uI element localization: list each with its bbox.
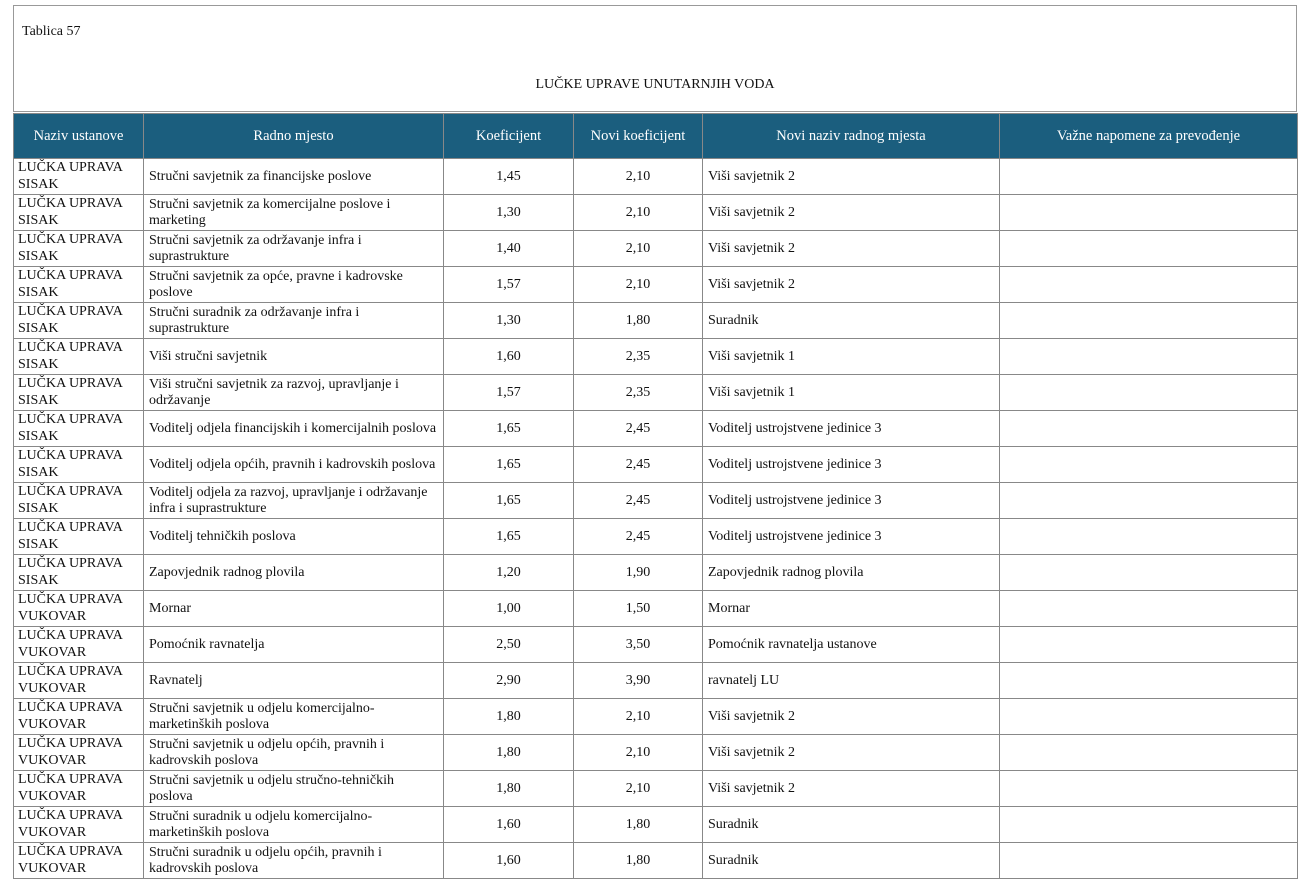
coefficient-cell: 1,57 <box>444 267 574 303</box>
position-cell: Zapovjednik radnog plovila <box>144 555 444 591</box>
new-position-name-cell: Viši savjetnik 2 <box>703 771 1000 807</box>
header-radno-mjesto: Radno mjesto <box>144 114 444 159</box>
table-title-box <box>13 58 1297 112</box>
new-position-name-cell: Viši savjetnik 2 <box>703 699 1000 735</box>
coefficient-cell: 1,20 <box>444 555 574 591</box>
institution-cell: LUČKA UPRAVA VUKOVAR <box>14 627 144 663</box>
table-row <box>14 627 1298 663</box>
notes-cell <box>1000 483 1298 519</box>
position-cell: Stručni savjetnik za komercijalne poslove i marketing <box>144 195 444 231</box>
coefficient-cell: 1,00 <box>444 591 574 627</box>
institution-cell: LUČKA UPRAVA SISAK <box>14 555 144 591</box>
table-row <box>14 699 1298 735</box>
coefficient-cell: 1,45 <box>444 159 574 195</box>
position-cell: Stručni savjetnik u odjelu stručno-tehničkih poslova <box>144 771 444 807</box>
position-cell: Stručni savjetnik za financijske poslove <box>144 159 444 195</box>
position-cell: Voditelj odjela za razvoj, upravljanje i održavanje infra i suprastrukture <box>144 483 444 519</box>
position-cell: Pomoćnik ravnatelja <box>144 627 444 663</box>
coefficient-cell: 1,80 <box>444 699 574 735</box>
notes-cell <box>1000 447 1298 483</box>
notes-cell <box>1000 411 1298 447</box>
new-position-name-cell: Suradnik <box>703 807 1000 843</box>
notes-cell <box>1000 627 1298 663</box>
coefficient-cell: 1,40 <box>444 231 574 267</box>
position-cell: Voditelj tehničkih poslova <box>144 519 444 555</box>
notes-cell <box>1000 735 1298 771</box>
position-cell: Ravnatelj <box>144 663 444 699</box>
new-coefficient-cell: 1,80 <box>574 303 703 339</box>
position-cell: Stručni suradnik u odjelu komercijalno-marketinških poslova <box>144 807 444 843</box>
institution-cell: LUČKA UPRAVA SISAK <box>14 267 144 303</box>
new-position-name-cell: Voditelj ustrojstvene jedinice 3 <box>703 411 1000 447</box>
new-coefficient-cell: 2,45 <box>574 411 703 447</box>
new-coefficient-cell: 2,35 <box>574 375 703 411</box>
table-row <box>14 411 1298 447</box>
position-cell: Voditelj odjela financijskih i komercijalnih poslova <box>144 411 444 447</box>
coefficient-cell: 1,80 <box>444 771 574 807</box>
institution-cell: LUČKA UPRAVA SISAK <box>14 339 144 375</box>
position-cell: Mornar <box>144 591 444 627</box>
new-position-name-cell: Pomoćnik ravnatelja ustanove <box>703 627 1000 663</box>
new-coefficient-cell: 2,10 <box>574 159 703 195</box>
institution-cell: LUČKA UPRAVA SISAK <box>14 519 144 555</box>
new-coefficient-cell: 1,80 <box>574 807 703 843</box>
institution-cell: LUČKA UPRAVA SISAK <box>14 231 144 267</box>
new-coefficient-cell: 2,35 <box>574 339 703 375</box>
new-position-name-cell: Viši savjetnik 2 <box>703 735 1000 771</box>
new-position-name-cell: Viši savjetnik 2 <box>703 267 1000 303</box>
new-position-name-cell: Suradnik <box>703 843 1000 879</box>
position-cell: Stručni savjetnik u odjelu općih, pravnih i kadrovskih poslova <box>144 735 444 771</box>
new-position-name-cell: Zapovjednik radnog plovila <box>703 555 1000 591</box>
new-coefficient-cell: 2,10 <box>574 735 703 771</box>
coefficient-cell: 1,65 <box>444 411 574 447</box>
header-koeficijent: Koeficijent <box>444 114 574 159</box>
institution-cell: LUČKA UPRAVA VUKOVAR <box>14 771 144 807</box>
table-row <box>14 771 1298 807</box>
notes-cell <box>1000 519 1298 555</box>
new-position-name-cell: Viši savjetnik 2 <box>703 195 1000 231</box>
table-row <box>14 447 1298 483</box>
header-naziv-ustanove: Naziv ustanove <box>14 114 144 159</box>
notes-cell <box>1000 591 1298 627</box>
notes-cell <box>1000 771 1298 807</box>
coefficient-cell: 1,57 <box>444 375 574 411</box>
table-row <box>14 483 1298 519</box>
table-label-box <box>13 5 1297 59</box>
notes-cell <box>1000 843 1298 879</box>
new-position-name-cell: Viši savjetnik 1 <box>703 375 1000 411</box>
new-position-name-cell: Viši savjetnik 1 <box>703 339 1000 375</box>
institution-cell: LUČKA UPRAVA SISAK <box>14 375 144 411</box>
positions-table <box>13 113 1298 879</box>
table-row <box>14 555 1298 591</box>
new-coefficient-cell: 2,45 <box>574 519 703 555</box>
position-cell: Stručni savjetnik za održavanje infra i suprastrukture <box>144 231 444 267</box>
coefficient-cell: 1,30 <box>444 303 574 339</box>
coefficient-cell: 1,65 <box>444 483 574 519</box>
table-row <box>14 339 1298 375</box>
institution-cell: LUČKA UPRAVA VUKOVAR <box>14 663 144 699</box>
table-header-row <box>14 114 1298 159</box>
new-coefficient-cell: 2,10 <box>574 195 703 231</box>
institution-cell: LUČKA UPRAVA VUKOVAR <box>14 591 144 627</box>
notes-cell <box>1000 195 1298 231</box>
coefficient-cell: 1,80 <box>444 735 574 771</box>
new-position-name-cell: Viši savjetnik 2 <box>703 231 1000 267</box>
header-novi-koeficijent: Novi koeficijent <box>574 114 703 159</box>
table-title: LUČKE UPRAVE UNUTARNJIH VODA <box>535 77 775 92</box>
new-coefficient-cell: 2,10 <box>574 771 703 807</box>
position-cell: Voditelj odjela općih, pravnih i kadrovskih poslova <box>144 447 444 483</box>
table-row <box>14 231 1298 267</box>
table-row <box>14 303 1298 339</box>
institution-cell: LUČKA UPRAVA SISAK <box>14 483 144 519</box>
notes-cell <box>1000 267 1298 303</box>
coefficient-cell: 1,60 <box>444 843 574 879</box>
new-position-name-cell: Voditelj ustrojstvene jedinice 3 <box>703 519 1000 555</box>
new-coefficient-cell: 1,50 <box>574 591 703 627</box>
institution-cell: LUČKA UPRAVA VUKOVAR <box>14 735 144 771</box>
coefficient-cell: 1,65 <box>444 447 574 483</box>
institution-cell: LUČKA UPRAVA SISAK <box>14 447 144 483</box>
table-row <box>14 519 1298 555</box>
coefficient-cell: 1,60 <box>444 807 574 843</box>
new-position-name-cell: Mornar <box>703 591 1000 627</box>
table-row <box>14 159 1298 195</box>
new-coefficient-cell: 1,80 <box>574 843 703 879</box>
notes-cell <box>1000 699 1298 735</box>
table-row <box>14 663 1298 699</box>
position-cell: Viši stručni savjetnik <box>144 339 444 375</box>
new-coefficient-cell: 3,50 <box>574 627 703 663</box>
table-label: Tablica 57 <box>22 24 81 39</box>
table-row <box>14 375 1298 411</box>
notes-cell <box>1000 555 1298 591</box>
coefficient-cell: 1,60 <box>444 339 574 375</box>
new-coefficient-cell: 1,90 <box>574 555 703 591</box>
institution-cell: LUČKA UPRAVA SISAK <box>14 159 144 195</box>
position-cell: Viši stručni savjetnik za razvoj, upravljanje i održavanje <box>144 375 444 411</box>
table-row <box>14 735 1298 771</box>
new-coefficient-cell: 2,10 <box>574 267 703 303</box>
new-position-name-cell: ravnatelj LU <box>703 663 1000 699</box>
coefficient-cell: 2,90 <box>444 663 574 699</box>
institution-cell: LUČKA UPRAVA SISAK <box>14 303 144 339</box>
new-coefficient-cell: 2,10 <box>574 699 703 735</box>
institution-cell: LUČKA UPRAVA VUKOVAR <box>14 843 144 879</box>
new-position-name-cell: Viši savjetnik 2 <box>703 159 1000 195</box>
table-row <box>14 195 1298 231</box>
table-row <box>14 843 1298 879</box>
new-coefficient-cell: 2,10 <box>574 231 703 267</box>
header-napomene: Važne napomene za prevođenje <box>1000 114 1298 159</box>
new-position-name-cell: Voditelj ustrojstvene jedinice 3 <box>703 447 1000 483</box>
institution-cell: LUČKA UPRAVA SISAK <box>14 411 144 447</box>
table-row <box>14 807 1298 843</box>
notes-cell <box>1000 807 1298 843</box>
coefficient-cell: 1,30 <box>444 195 574 231</box>
new-coefficient-cell: 3,90 <box>574 663 703 699</box>
institution-cell: LUČKA UPRAVA SISAK <box>14 195 144 231</box>
position-cell: Stručni savjetnik u odjelu komercijalno-marketinških poslova <box>144 699 444 735</box>
new-coefficient-cell: 2,45 <box>574 483 703 519</box>
coefficient-cell: 2,50 <box>444 627 574 663</box>
coefficient-cell: 1,65 <box>444 519 574 555</box>
notes-cell <box>1000 231 1298 267</box>
notes-cell <box>1000 375 1298 411</box>
table-row <box>14 267 1298 303</box>
new-position-name-cell: Suradnik <box>703 303 1000 339</box>
institution-cell: LUČKA UPRAVA VUKOVAR <box>14 807 144 843</box>
notes-cell <box>1000 663 1298 699</box>
position-cell: Stručni suradnik u odjelu općih, pravnih i kadrovskih poslova <box>144 843 444 879</box>
header-novi-naziv: Novi naziv radnog mjesta <box>703 114 1000 159</box>
table-row <box>14 591 1298 627</box>
notes-cell <box>1000 303 1298 339</box>
new-coefficient-cell: 2,45 <box>574 447 703 483</box>
position-cell: Stručni savjetnik za opće, pravne i kadrovske poslove <box>144 267 444 303</box>
notes-cell <box>1000 159 1298 195</box>
new-position-name-cell: Voditelj ustrojstvene jedinice 3 <box>703 483 1000 519</box>
institution-cell: LUČKA UPRAVA VUKOVAR <box>14 699 144 735</box>
position-cell: Stručni suradnik za održavanje infra i suprastrukture <box>144 303 444 339</box>
notes-cell <box>1000 339 1298 375</box>
